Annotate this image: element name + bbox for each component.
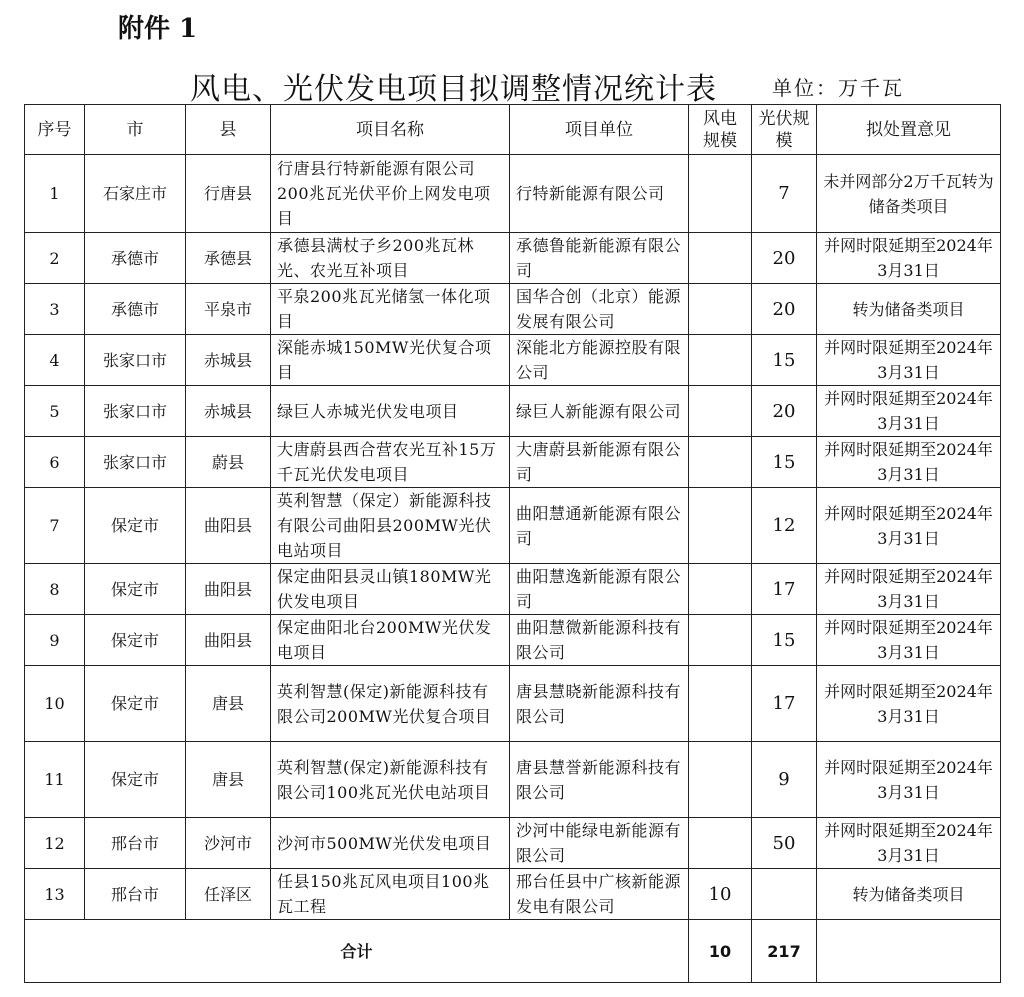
cell-opinion: 转为储备类项目 [817,869,1001,920]
cell-pv: 15 [752,437,817,488]
cell-pv: 7 [752,155,817,233]
cell-county: 蔚县 [186,437,271,488]
cell-project: 任县150兆瓦风电项目100兆瓦工程 [271,869,510,920]
cell-no: 1 [25,155,85,233]
cell-city: 邢台市 [85,818,186,869]
cell-pv: 9 [752,742,817,818]
cell-opinion: 并网时限延期至2024年3月31日 [817,666,1001,742]
cell-pv: 20 [752,284,817,335]
cell-no: 13 [25,869,85,920]
cell-unit: 绿巨人新能源有限公司 [510,386,689,437]
cell-county: 沙河市 [186,818,271,869]
cell-no: 8 [25,564,85,615]
cell-city: 承德市 [85,284,186,335]
cell-opinion: 未并网部分2万千瓦转为储备类项目 [817,155,1001,233]
total-label: 合计 [25,920,689,983]
cell-no: 3 [25,284,85,335]
cell-no: 7 [25,488,85,564]
cell-city: 承德市 [85,233,186,284]
cell-no: 9 [25,615,85,666]
cell-county: 行唐县 [186,155,271,233]
cell-opinion: 转为储备类项目 [817,284,1001,335]
cell-project: 深能赤城150MW光伏复合项目 [271,335,510,386]
table-header-row [25,105,1001,155]
cell-pv: 15 [752,615,817,666]
cell-city: 保定市 [85,488,186,564]
cell-pv: 20 [752,233,817,284]
cell-county: 平泉市 [186,284,271,335]
cell-pv: 17 [752,564,817,615]
cell-county: 曲阳县 [186,615,271,666]
cell-no: 4 [25,335,85,386]
col-header-opinion: 拟处置意见 [817,105,1001,155]
cell-county: 赤城县 [186,386,271,437]
cell-unit: 曲阳慧逸新能源有限公司 [510,564,689,615]
cell-project: 大唐蔚县西合营农光互补15万千瓦光伏发电项目 [271,437,510,488]
cell-city: 保定市 [85,742,186,818]
cell-project: 保定曲阳县灵山镇180MW光伏发电项目 [271,564,510,615]
cell-opinion: 并网时限延期至2024年3月31日 [817,742,1001,818]
cell-wind [689,488,752,564]
total-pv: 217 [752,920,817,983]
attachment-label: 附件 1 [118,14,198,44]
cell-unit: 大唐蔚县新能源有限公司 [510,437,689,488]
cell-city: 张家口市 [85,437,186,488]
col-header-unit: 项目单位 [510,105,689,155]
total-row [25,920,1001,983]
cell-pv [752,869,817,920]
table-row [25,564,1001,615]
table-row [25,155,1001,233]
cell-county: 承德县 [186,233,271,284]
page-title: 风电、光伏发电项目拟调整情况统计表 [190,72,717,107]
cell-unit: 沙河中能绿电新能源有限公司 [510,818,689,869]
cell-opinion: 并网时限延期至2024年3月31日 [817,818,1001,869]
col-header-pv: 光伏规模 [752,105,817,155]
col-header-county: 县 [186,105,271,155]
cell-city: 张家口市 [85,335,186,386]
cell-project: 承德县满杖子乡200兆瓦林光、农光互补项目 [271,233,510,284]
cell-city: 保定市 [85,564,186,615]
cell-city: 保定市 [85,666,186,742]
cell-wind [689,233,752,284]
cell-no: 6 [25,437,85,488]
total-wind: 10 [689,920,752,983]
cell-county: 唐县 [186,666,271,742]
cell-pv: 17 [752,666,817,742]
cell-wind [689,155,752,233]
cell-unit: 深能北方能源控股有限公司 [510,335,689,386]
cell-county: 曲阳县 [186,564,271,615]
cell-no: 2 [25,233,85,284]
cell-opinion: 并网时限延期至2024年3月31日 [817,564,1001,615]
cell-unit: 承德鲁能新能源有限公司 [510,233,689,284]
cell-project: 保定曲阳北台200MW光伏发电项目 [271,615,510,666]
cell-county: 赤城县 [186,335,271,386]
cell-wind [689,666,752,742]
cell-city: 石家庄市 [85,155,186,233]
cell-opinion: 并网时限延期至2024年3月31日 [817,335,1001,386]
cell-wind [689,284,752,335]
cell-project: 英利智慧（保定）新能源科技有限公司曲阳县200MW光伏电站项目 [271,488,510,564]
table-row [25,284,1001,335]
col-header-city: 市 [85,105,186,155]
cell-wind [689,742,752,818]
cell-unit: 行特新能源有限公司 [510,155,689,233]
cell-unit: 国华合创（北京）能源发展有限公司 [510,284,689,335]
col-header-project: 项目名称 [271,105,510,155]
cell-wind: 10 [689,869,752,920]
table-row [25,335,1001,386]
cell-pv: 50 [752,818,817,869]
cell-wind [689,437,752,488]
cell-wind [689,564,752,615]
cell-no: 12 [25,818,85,869]
table-row [25,437,1001,488]
table-row [25,869,1001,920]
cell-project: 平泉200兆瓦光储氢一体化项目 [271,284,510,335]
cell-opinion: 并网时限延期至2024年3月31日 [817,233,1001,284]
total-opinion [817,920,1001,983]
col-header-wind: 风电规模 [689,105,752,155]
table-row [25,666,1001,742]
cell-project: 行唐县行特新能源有限公司200兆瓦光伏平价上网发电项目 [271,155,510,233]
col-header-no: 序号 [25,105,85,155]
table-row [25,742,1001,818]
cell-county: 唐县 [186,742,271,818]
unit-label: 单位：万千瓦 [772,76,904,100]
table-row [25,233,1001,284]
cell-city: 保定市 [85,615,186,666]
cell-wind [689,615,752,666]
cell-opinion: 并网时限延期至2024年3月31日 [817,488,1001,564]
cell-unit: 曲阳慧微新能源科技有限公司 [510,615,689,666]
cell-opinion: 并网时限延期至2024年3月31日 [817,437,1001,488]
cell-no: 11 [25,742,85,818]
cell-project: 英利智慧(保定)新能源科技有限公司100兆瓦光伏电站项目 [271,742,510,818]
cell-no: 10 [25,666,85,742]
cell-county: 曲阳县 [186,488,271,564]
cell-wind [689,386,752,437]
cell-pv: 20 [752,386,817,437]
cell-city: 张家口市 [85,386,186,437]
cell-wind [689,818,752,869]
cell-unit: 唐县慧誉新能源科技有限公司 [510,742,689,818]
table-row [25,818,1001,869]
cell-pv: 15 [752,335,817,386]
project-table [24,104,1001,983]
cell-city: 邢台市 [85,869,186,920]
cell-county: 任泽区 [186,869,271,920]
cell-unit: 邢台任县中广核新能源发电有限公司 [510,869,689,920]
table-row [25,488,1001,564]
cell-project: 沙河市500MW光伏发电项目 [271,818,510,869]
cell-unit: 曲阳慧通新能源有限公司 [510,488,689,564]
cell-unit: 唐县慧晓新能源科技有限公司 [510,666,689,742]
cell-pv: 12 [752,488,817,564]
cell-no: 5 [25,386,85,437]
table-row [25,386,1001,437]
cell-opinion: 并网时限延期至2024年3月31日 [817,615,1001,666]
cell-project: 绿巨人赤城光伏发电项目 [271,386,510,437]
cell-wind [689,335,752,386]
table-row [25,615,1001,666]
cell-opinion: 并网时限延期至2024年3月31日 [817,386,1001,437]
cell-project: 英利智慧(保定)新能源科技有限公司200MW光伏复合项目 [271,666,510,742]
